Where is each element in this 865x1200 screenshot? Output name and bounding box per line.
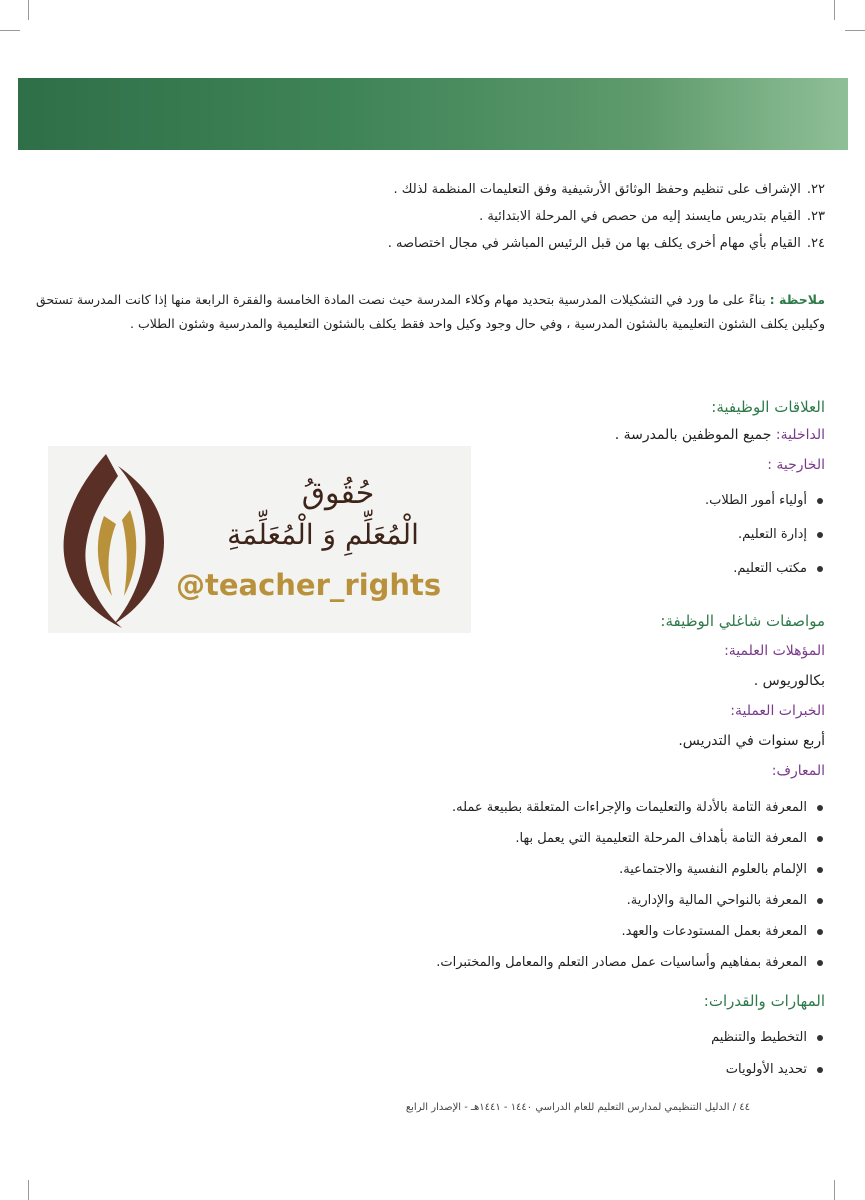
list-item: المعرفة بعمل المستودعات والعهد.: [265, 916, 825, 947]
list-item: مكتب التعليم.: [405, 552, 825, 586]
logo-handle: @teacher_rights: [176, 568, 442, 602]
external-label: الخارجية :: [767, 457, 825, 473]
list-item: المعرفة التامة بأهداف المرحلة التعليمية التي يعمل بها.: [265, 823, 825, 854]
task-item: ٢٣.القيام بتدريس مايسند إليه من حصص في المرحلة الابتدائية .: [479, 209, 825, 224]
crop-mark: [845, 30, 865, 31]
logo-subtitle: الْمُعَلِّمِ وَ الْمُعَلِّمَةِ: [227, 518, 419, 551]
skills-heading: المهارات والقدرات:: [703, 992, 825, 1010]
teacher-rights-logo: [48, 446, 471, 633]
page-footer: ٤٤ / الدليل التنظيمي لمدارس التعليم للعام الدراسي ١٤٤٠ - ١٤٤١هـ - الإصدار الرابع: [405, 1102, 750, 1113]
experience-text: أربع سنوات في التدريس.: [678, 733, 825, 749]
qualifications-text: بكالوريوس .: [753, 673, 825, 689]
list-item: أولياء أمور الطلاب.: [405, 484, 825, 518]
internal-relations: [405, 424, 825, 446]
internal-label: الداخلية:: [775, 427, 825, 443]
numbered-task-list: [225, 176, 825, 257]
note-text: بناءً على ما ورد في التشكيلات المدرسية بتحديد مهام وكلاء المدرسة حيث نصت المادة الخامسة والفقرة الرابعة منها إذا كانت المدرسة تستحق وكيلين يكلف الشئون التعليمية بالشئون المدرسية ، وفي حال وجود وكيل واحد فقط يكلف بالشئون التعليمية والمدرسية وشئون الطلاب .: [36, 292, 825, 331]
crop-mark: [28, 1180, 29, 1200]
note-paragraph: [15, 288, 825, 336]
task-item: ٢٤.القيام بأي مهام أخرى يكلف بها من قبل الرئيس المباشر في مجال اختصاصه .: [387, 236, 825, 251]
crop-mark: [28, 0, 29, 20]
crop-mark: [834, 1180, 835, 1200]
list-item: التخطيط والتنظيم: [405, 1022, 825, 1054]
experience-label: الخبرات العملية:: [730, 703, 825, 719]
list-item: المعرفة بمفاهيم وأساسيات عمل مصادر التعلم والمعامل والمختبرات.: [265, 947, 825, 978]
calligraphy-emblem-icon: [48, 446, 178, 633]
logo-title: حُقُوقُ: [301, 476, 375, 511]
knowledge-label: المعارف:: [771, 763, 825, 779]
internal-text: جميع الموظفين بالمدرسة .: [614, 427, 772, 443]
list-item: الإلمام بالعلوم النفسية والاجتماعية.: [265, 854, 825, 885]
specs-section: [265, 610, 825, 978]
skills-section: [405, 990, 825, 1086]
list-item: إدارة التعليم.: [405, 518, 825, 552]
knowledge-list: [265, 792, 825, 978]
header-band: [18, 78, 848, 150]
crop-mark: [834, 0, 835, 20]
list-item: المعرفة التامة بالأدلة والتعليمات والإجراءات المتعلقة بطبيعة عمله.: [265, 792, 825, 823]
qualifications-label: المؤهلات العلمية:: [724, 643, 825, 659]
list-item: تحديد الأولويات: [405, 1054, 825, 1086]
task-item: ٢٢.الإشراف على تنظيم وحفظ الوثائق الأرشيفية وفق التعليمات المنظمة لذلك .: [393, 182, 825, 197]
crop-mark: [0, 30, 20, 31]
relations-heading: العلاقات الوظيفية:: [711, 398, 825, 416]
skills-list: [405, 1022, 825, 1086]
specs-heading: مواصفات شاغلي الوظيفة:: [660, 612, 825, 630]
list-item: المعرفة بالنواحي المالية والإدارية.: [265, 885, 825, 916]
note-label: ملاحظة :: [769, 292, 825, 307]
